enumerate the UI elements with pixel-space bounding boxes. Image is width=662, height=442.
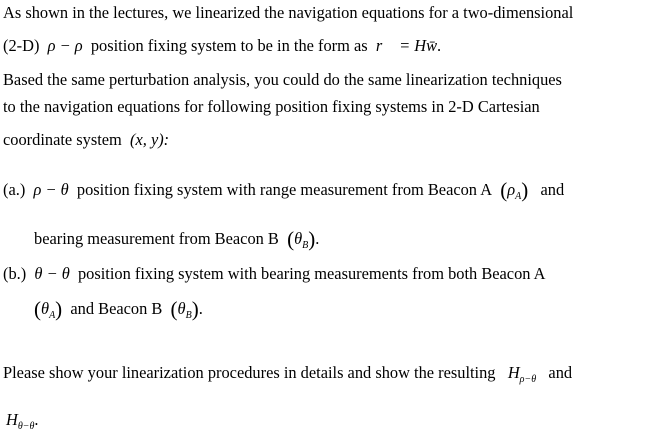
theta-b2-subscript: B bbox=[185, 310, 192, 321]
theta-a-symbol: θ bbox=[41, 299, 50, 318]
item-a-text-1: position fixing system with range measurement from Beacon A bbox=[76, 180, 493, 199]
item-b-and: and Beacon B bbox=[70, 299, 163, 318]
closing-line-1 bbox=[3, 365, 572, 385]
item-b-line-2: $(\theta_A)$ and Beacon B $(\theta_B)$. bbox=[34, 297, 203, 321]
closing-text: Please show your linearization procedures in details and show the resulting bbox=[3, 363, 496, 382]
para2-line-1 bbox=[3, 72, 562, 88]
h-rho-theta-symbol: H bbox=[507, 363, 520, 382]
rho-a-symbol: ρ bbox=[507, 180, 516, 199]
theta-theta-symbol: θ − θ bbox=[34, 264, 70, 283]
h-theta-theta-symbol: H bbox=[6, 410, 18, 429]
item-a-label: (a.) bbox=[3, 180, 26, 199]
rho-a-subscript: A bbox=[515, 191, 522, 202]
theta-b2-symbol: θ bbox=[177, 299, 186, 318]
equation-lhs: r⃗ bbox=[375, 36, 395, 55]
para2-text-1: Based the same perturbation analysis, you could do the same linearization techniques bbox=[3, 70, 562, 89]
closing-and: and bbox=[548, 363, 573, 382]
para2-text-2: to the navigation equations for following position fixing systems in 2-D Cartesian bbox=[3, 97, 540, 116]
item-b-label: (b.) bbox=[3, 264, 27, 283]
h-theta-theta-subscript: θ−θ bbox=[17, 421, 35, 432]
para2-line-2 bbox=[3, 99, 540, 115]
intro-2d-label: (2-D) bbox=[3, 36, 40, 55]
para2-line-3 bbox=[3, 132, 169, 148]
item-a-and: and bbox=[540, 180, 565, 199]
h-rho-theta-subscript: ρ−θ bbox=[519, 374, 537, 385]
theta-b-symbol: θ bbox=[294, 229, 303, 248]
rho-rho-symbol: ρ − ρ bbox=[47, 36, 83, 55]
equation-rhs: = Hw̄ bbox=[399, 36, 438, 55]
intro-period: . bbox=[437, 36, 442, 55]
intro-line-2 bbox=[3, 38, 441, 54]
theta-a-subscript: A bbox=[49, 310, 56, 321]
closing-line-2: $H_{\theta-\theta}$. bbox=[6, 410, 39, 432]
intro-line-1 bbox=[3, 5, 573, 21]
item-a-line-1: (a.) ρ − θ position fixing system with range measurement from Beacon A $(\rho_A)$ and bbox=[3, 178, 565, 202]
coordinates-xy: (x, y): bbox=[130, 130, 170, 149]
rho-theta-symbol: ρ − θ bbox=[33, 180, 69, 199]
item-b-line-1 bbox=[3, 266, 546, 282]
para2-text-3: coordinate system bbox=[3, 130, 122, 149]
item-a-line-2: bearing measurement from Beacon B $(\theta_B)$. bbox=[34, 227, 320, 251]
item-a-text-2: bearing measurement from Beacon B bbox=[34, 229, 279, 248]
item-b-text-1: position fixing system with bearing measurements from both Beacon A bbox=[77, 264, 546, 283]
theta-b-subscript: B bbox=[302, 240, 309, 251]
intro-text-2: position fixing system to be in the form as bbox=[90, 36, 368, 55]
intro-text-1: As shown in the lectures, we linearized the navigation equations for a two-dimensional bbox=[3, 3, 574, 22]
